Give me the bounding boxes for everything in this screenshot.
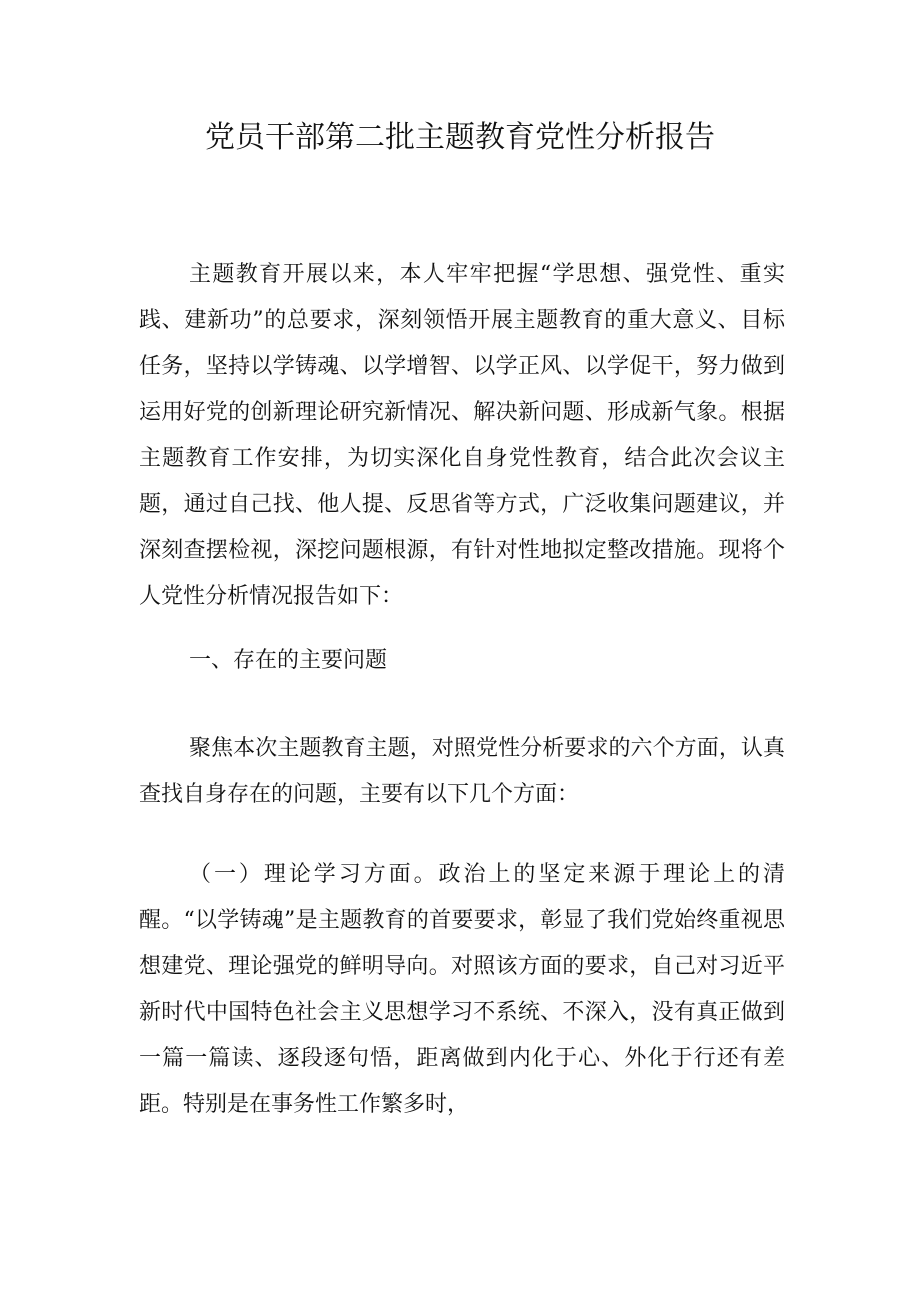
section-intro-paragraph: 聚焦本次主题教育主题，对照党性分析要求的六个方面，认真查找自身存在的问题，主要有以下几个方面： xyxy=(139,736,785,807)
intro-paragraph: 主题教育开展以来，本人牢牢把握“学思想、强党性、重实践、建新功”的总要求，深刻领悟开展主题教育的重大意义、目标任务，坚持以学铸魂、以学增智、以学正风、以学促干，努力做到运用好党的创新理论研究新情况、解决新问题、形成新气象。根据主题教育工作安排，为切实深化自身党性教育，结合此次会议主题，通过自己找、他人提、反思省等方式，广泛收集问题建议，并深刻查摆检视，深挖问题根源，有针对性地拟定整改措施。现将个人党性分析情况报告如下： xyxy=(139,262,785,609)
section-heading: 一、存在的主要问题 xyxy=(189,648,388,673)
theory-study-paragraph: （一）理论学习方面。政治上的坚定来源于理论上的清醒。“以学铸魂”是主题教育的首要要求，彰显了我们党始终重视思想建党、理论强党的鲜明导向。对照该方面的要求，自己对习近平新时代中国特色社会主义思想学习不系统、不深入，没有真正做到一篇一篇读、逐段逐句悟，距离做到内化于心、外化于行还有差距。特别是在事务性工作繁多时， xyxy=(139,862,785,1117)
document-title: 党员干部第二批主题教育党性分析报告 xyxy=(205,120,715,155)
